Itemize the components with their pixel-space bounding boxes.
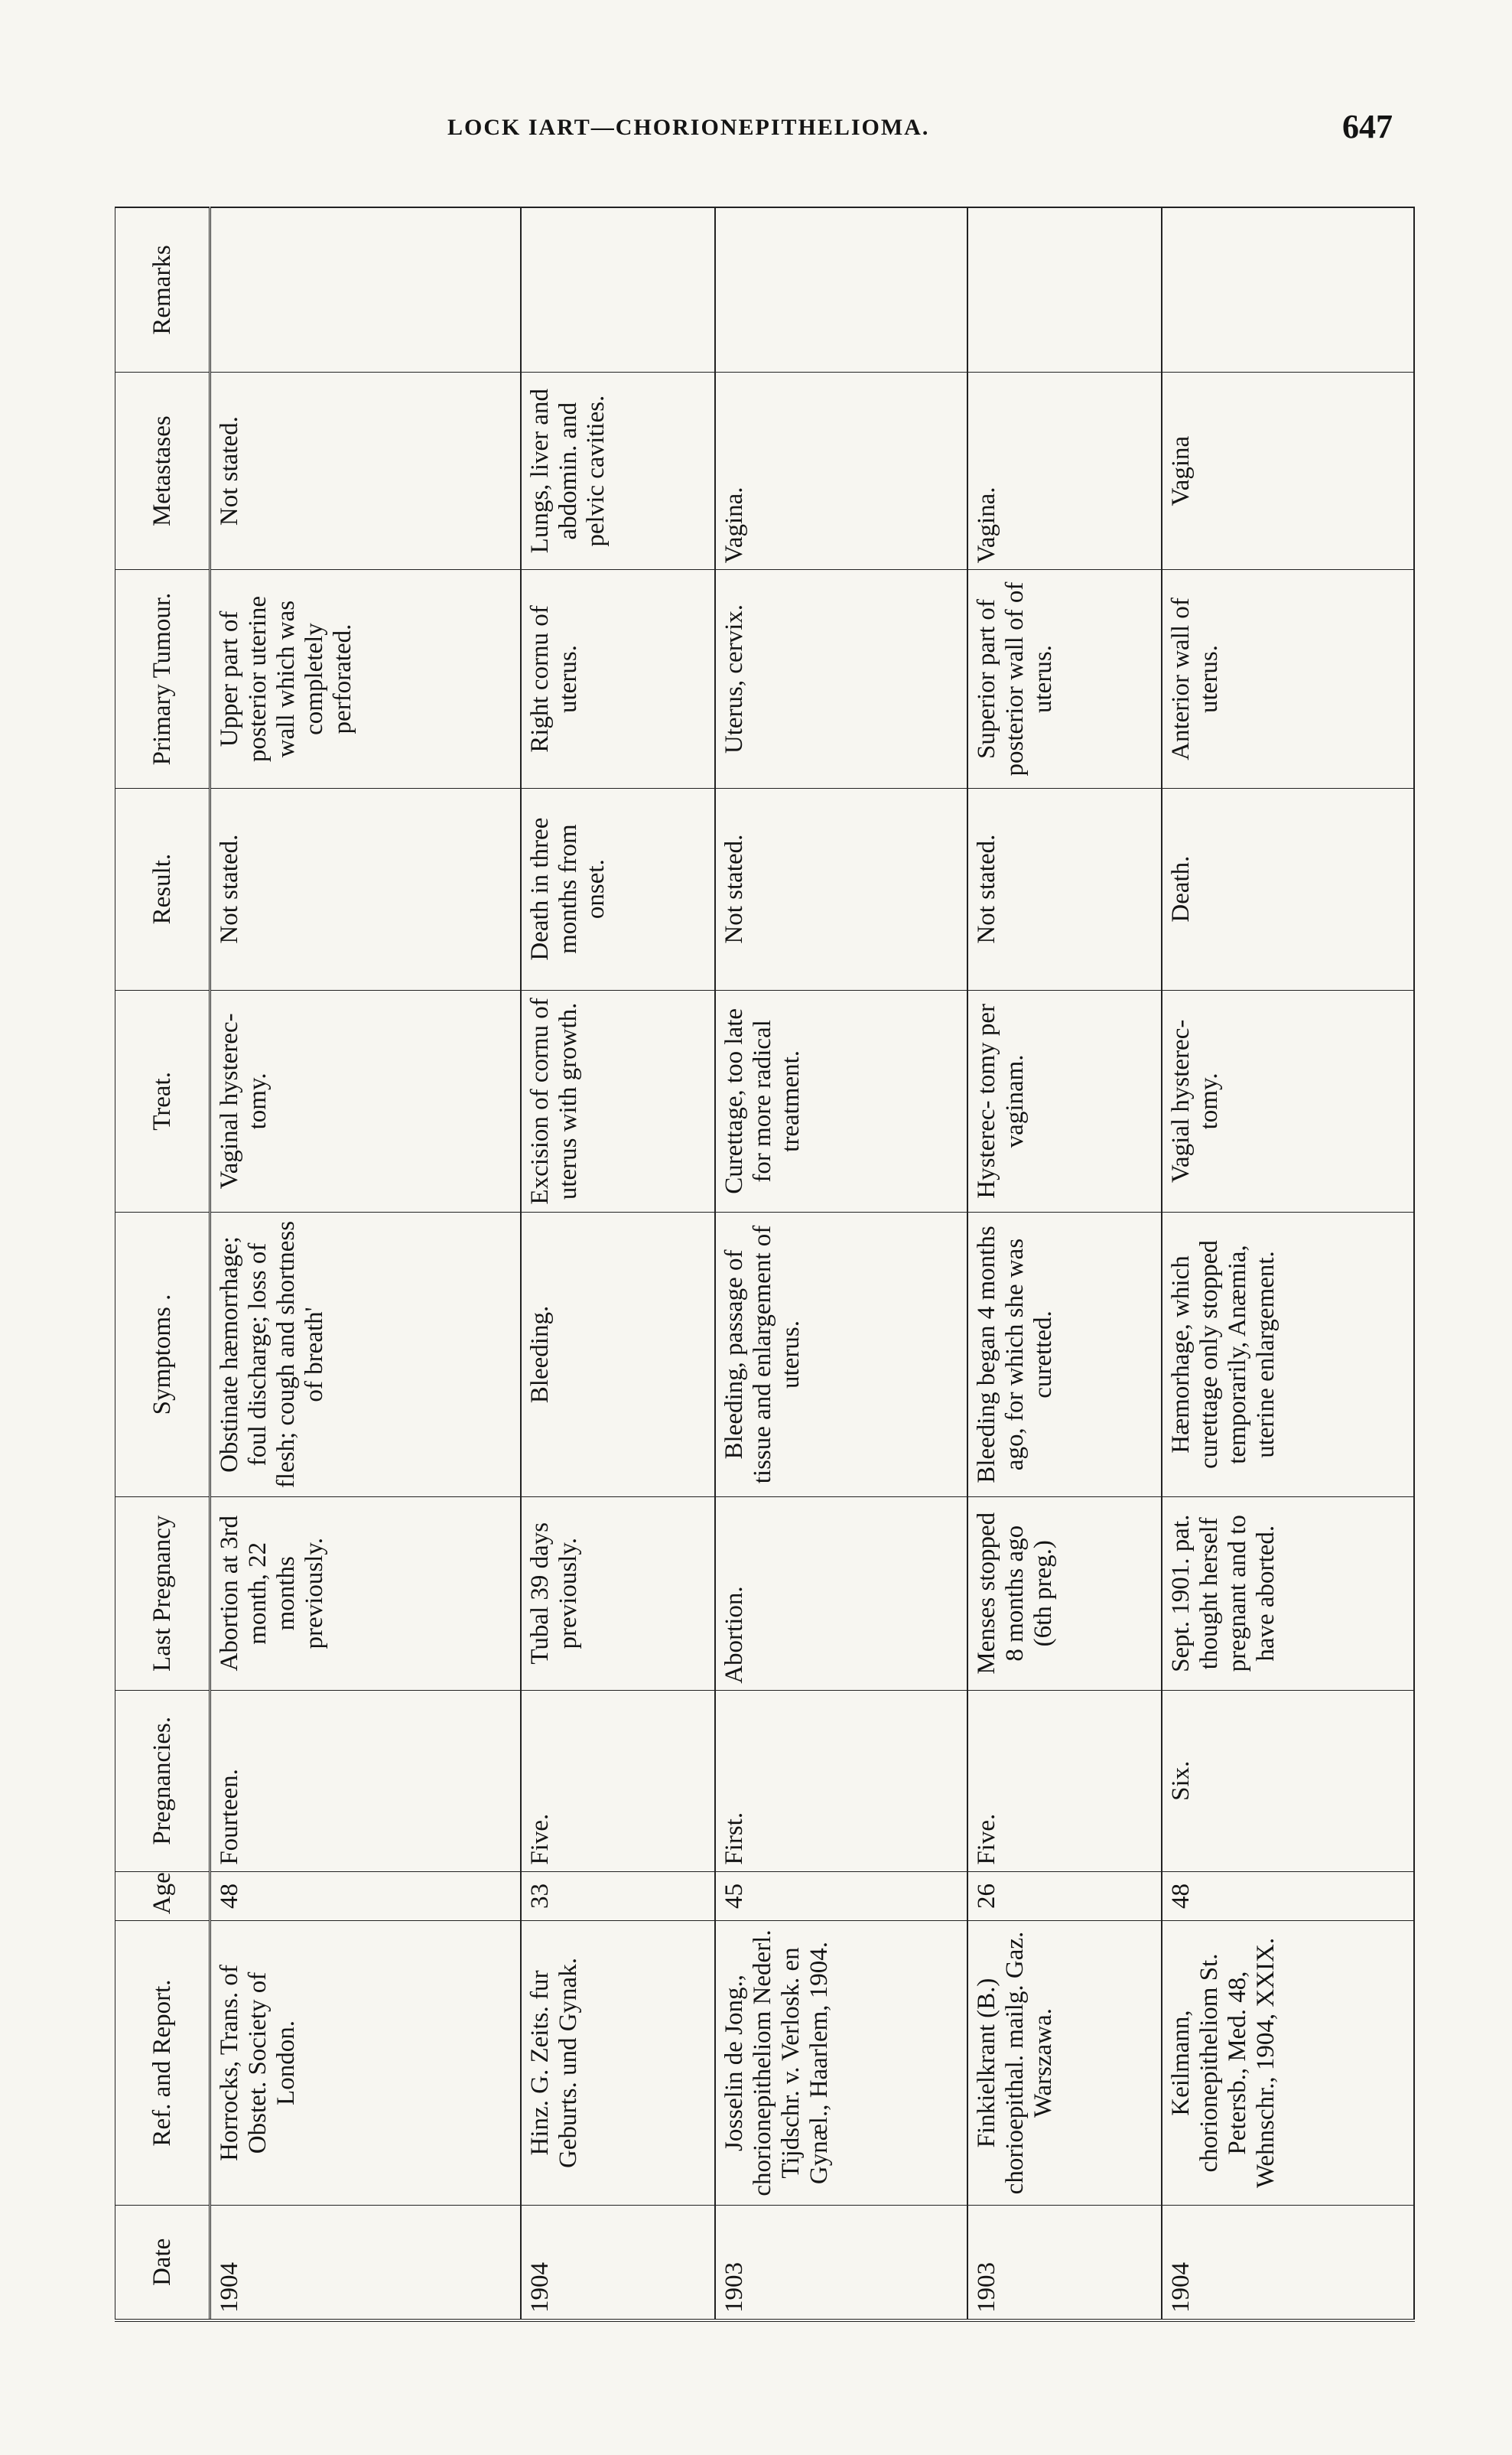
cell-metastases: Vagina. [715,372,967,569]
cell-symptoms: Bleeding began 4 months ago, for which she was curetted. [967,1213,1162,1496]
cell-primary-tumour: Right cornu of uterus. [521,570,715,788]
cell-date: 1904 [210,2205,521,2320]
cell-age: 48 [1162,1871,1414,1921]
col-header-symptoms: Symptoms . [115,1213,210,1496]
cell-date: 1904 [521,2205,715,2320]
cell-ref: Finkielkrant (B.) chorioepithal. mailg. Gaz. Warszawa. [967,1921,1162,2205]
cell-ref: Keilmann, chorionepitheliom St. Petersb., Med. 48, Wehnschr., 1904, XXIX. [1162,1921,1414,2205]
cell-last-pregnancy: Sept. 1901. pat. thought herself pregnant and to have aborted. [1162,1496,1414,1690]
cell-date: 1903 [967,2205,1162,2320]
running-title: LOCK IART—CHORIONEPITHELIOMA. [447,115,930,140]
cell-ref: Hinz. G. Zeits. fur Geburts. und Gynak. [521,1921,715,2205]
table-row [521,207,715,2320]
col-header-ref: Ref. and Report. [115,1921,210,2205]
cell-treat: Vagial hysterec- tomy. [1162,990,1414,1213]
col-header-primary-tumour: Primary Tumour. [115,570,210,788]
cell-date: 1904 [1162,2205,1414,2320]
cell-result: Death. [1162,788,1414,990]
cell-result: Not stated. [967,788,1162,990]
cell-pregnancies: Fourteen. [210,1690,521,1871]
cell-ref: Horrocks, Trans. of Obstet. Society of London. [210,1921,521,2205]
cell-last-pregnancy: Abortion at 3rd month, 22 months previously. [210,1496,521,1690]
cell-pregnancies: Five. [521,1690,715,1871]
rotated-table-container [115,207,1415,2322]
cell-remarks [210,207,521,372]
cell-pregnancies: First. [715,1690,967,1871]
table-row [210,207,521,2320]
cell-age: 48 [210,1871,521,1921]
cell-remarks [521,207,715,372]
col-header-pregnancies: Pregnancies. [115,1690,210,1871]
col-header-remarks: Remarks [115,207,210,372]
cell-metastases: Lungs, liver and abdomin. and pelvic cavities. [521,372,715,569]
cell-symptoms: Hæmorhage, which curettage only stopped temporarily, Anæmia, uterine enlargement. [1162,1213,1414,1496]
cell-metastases: Vagina. [967,372,1162,569]
cell-age: 26 [967,1871,1162,1921]
cell-pregnancies: Five. [967,1690,1162,1871]
cell-metastases: Vagina [1162,372,1414,569]
col-header-metastases: Metastases [115,372,210,569]
col-header-age: Age [115,1871,210,1921]
col-header-result: Result. [115,788,210,990]
cell-treat: Curettage, too late for more radical treatment. [715,990,967,1213]
cell-remarks [967,207,1162,372]
table-row [1162,207,1414,2320]
cell-symptoms: Bleeding, passage of tissue and enlargement of uterus. [715,1213,967,1496]
cell-result: Death in three months from onset. [521,788,715,990]
cell-date: 1903 [715,2205,967,2320]
case-table [115,207,1415,2322]
cell-last-pregnancy: Abortion. [715,1496,967,1690]
table-row [715,207,967,2320]
col-header-treat: Treat. [115,990,210,1213]
cell-remarks [1162,207,1414,372]
cell-primary-tumour: Superior part of posterior wall of of uterus. [967,570,1162,788]
table-row [967,207,1162,2320]
cell-treat: Excision of cornu of uterus with growth. [521,990,715,1213]
cell-primary-tumour: Upper part of posterior uterine wall which was completely perforated. [210,570,521,788]
cell-remarks [715,207,967,372]
col-header-date: Date [115,2205,210,2320]
cell-last-pregnancy: Tubal 39 days previously. [521,1496,715,1690]
cell-result: Not stated. [715,788,967,990]
cell-age: 45 [715,1871,967,1921]
cell-symptoms: Bleeding. [521,1213,715,1496]
cell-primary-tumour: Anterior wall of uterus. [1162,570,1414,788]
cell-result: Not stated. [210,788,521,990]
cell-primary-tumour: Uterus, cervix. [715,570,967,788]
cell-last-pregnancy: Menses stopped 8 months ago (6th preg.) [967,1496,1162,1690]
cell-symptoms: Obstinate hæmorrhage; foul discharge; loss of flesh; cough and shortness of breath' [210,1213,521,1496]
cell-age: 33 [521,1871,715,1921]
cell-treat: Hysterec- tomy per vaginam. [967,990,1162,1213]
cell-treat: Vaginal hysterec- tomy. [210,990,521,1213]
cell-metastases: Not stated. [210,372,521,569]
col-header-last-pregnancy: Last Pregnancy [115,1496,210,1690]
cell-pregnancies: Six. [1162,1690,1414,1871]
table-header-row [115,207,210,2320]
page-number: 647 [1342,108,1393,145]
cell-ref: Josselin de Jong., chorionepitheliom Nederl. Tijdschr. v. Verlosk. en Gynæl., Haarlem, 1904. [715,1921,967,2205]
